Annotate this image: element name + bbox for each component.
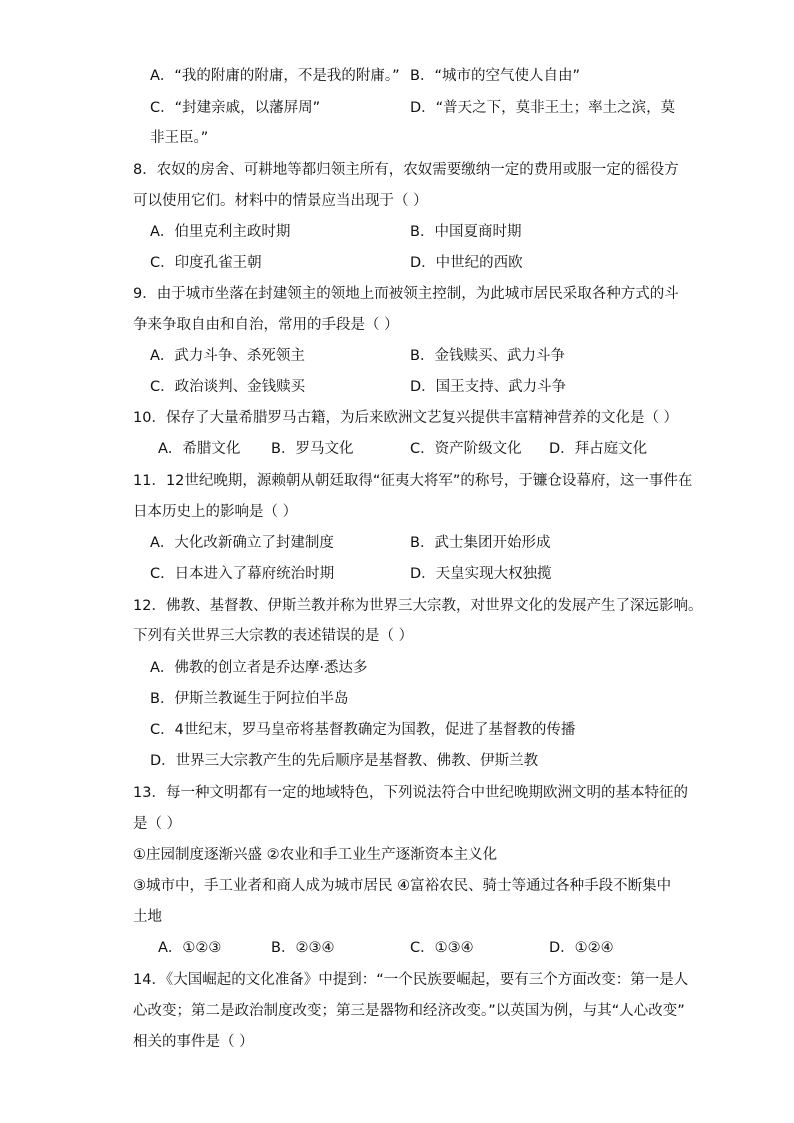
q14-stem-cont-2: 相关的事件是（ ） [133,1034,254,1050]
q11-option-c: C．日本进入了幕府统治时期 [150,566,335,582]
q8-stem-cont: 可以使用它们。材料中的情景应当出现于（ ） [133,193,428,209]
q7-option-c: C．“封建亲戚，以藩屏周” [150,100,321,116]
q14-stem: 14．《大国崛起的文化准备》中提到：“一个民族要崛起，要有三个方面改变：第一是人 [133,972,689,988]
q10-option-a: A．希腊文化 [158,441,241,457]
q7-option-d-cont: 非王臣。” [150,130,209,146]
q11-stem: 11．12世纪晚期，源赖朝从朝廷取得“征夷大将军”的称号，于镰仓设幕府，这一事件在 [133,473,693,489]
q8-option-c: C．印度孔雀王朝 [150,255,262,271]
q9-stem-cont: 争来争取自由和自治，常用的手段是（ ） [133,317,399,333]
q9-stem: 9．由于城市坐落在封建领主的领地上而被领主控制，为此城市居民采取各种方式的斗 [133,286,679,302]
q14-stem-cont: 心改变；第二是政治制度改变；第三是器物和经济改变。”以英国为例，与其“人心改变” [133,1003,685,1019]
q12-stem-cont: 下列有关世界三大宗教的表述错误的是（ ） [133,628,414,644]
q13-item-1-2: ①庄园制度逐渐兴盛 ②农业和手工业生产逐渐资本主义化 [133,847,498,863]
q7-option-a: A．“我的附庸的附庸，不是我的附庸。” [150,68,400,84]
q12-option-b: B．伊斯兰教诞生于阿拉伯半岛 [150,691,349,707]
q12-option-c: C．4世纪末，罗马皇帝将基督教确定为国教，促进了基督教的传播 [150,722,576,738]
q13-item-3-4: ③城市中，手工业者和商人成为城市居民 ④富裕农民、骑士等通过各种手段不断集中 [133,878,672,894]
q12-option-d: D．世界三大宗教产生的先后顺序是基督教、佛教、伊斯兰教 [150,753,539,769]
q13-stem: 13．每一种文明都有一定的地域特色，下列说法符合中世纪晚期欧洲文明的基本特征的 [133,785,688,801]
q13-option-c: C．①③④ [410,940,474,956]
q12-option-a: A．佛教的创立者是乔达摩·悉达多 [150,660,368,676]
q9-option-d: D．国王支持、武力斗争 [410,379,567,395]
q13-stem-cont: 是（ ） [133,816,182,832]
q9-option-b: B．金钱赎买、武力斗争 [410,348,565,364]
q10-stem: 10．保存了大量希腊罗马古籍，为后来欧洲文艺复兴提供丰富精神营养的文化是（ ） [133,410,679,426]
q8-option-a: A．伯里克利主政时期 [150,224,291,240]
q10-option-d: D．拜占庭文化 [549,441,648,457]
q11-option-a: A．大化改新确立了封建制度 [150,535,334,551]
q9-option-c: C．政治谈判、金钱赎买 [150,379,306,395]
q8-option-d: D．中世纪的西欧 [410,255,523,271]
q13-item-4-cont: 土地 [133,909,162,925]
q8-stem: 8．农奴的房舍、可耕地等都归领主所有，农奴需要缴纳一定的费用或服一定的徭役方 [133,162,679,178]
q10-option-c: C．资产阶级文化 [410,441,522,457]
q11-stem-cont: 日本历史上的影响是（ ） [133,504,298,520]
q12-stem: 12．佛教、基督教、伊斯兰教并称为世界三大宗教，对世界文化的发展产生了深远影响。 [133,598,703,614]
q11-option-d: D．天皇实现大权独揽 [410,566,552,582]
q7-option-b: B．“城市的空气使人自由” [410,68,580,84]
q9-option-a: A．武力斗争、杀死领主 [150,348,305,364]
q7-option-d: D．“普天之下，莫非王土；率土之滨，莫 [410,100,676,116]
q8-option-b: B．中国夏商时期 [410,224,522,240]
q13-option-b: B．②③④ [271,940,335,956]
q11-option-b: B．武士集团开始形成 [410,535,551,551]
q13-option-d: D．①②④ [549,940,614,956]
q13-option-a: A．①②③ [158,940,222,956]
q10-option-b: B．罗马文化 [271,441,354,457]
